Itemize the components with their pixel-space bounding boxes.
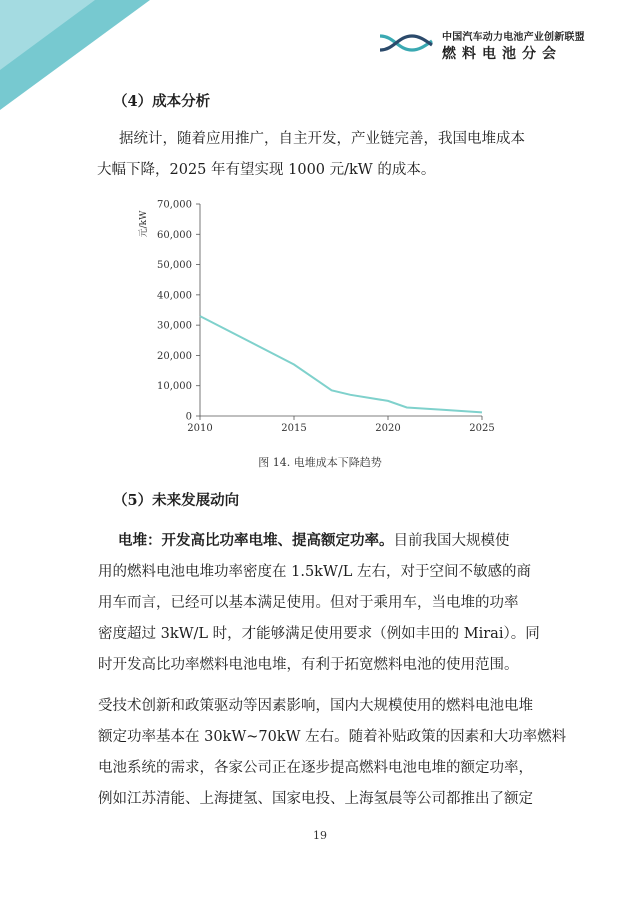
y-tick-label: 50,000: [157, 260, 192, 272]
paragraph-lead-rest: 目前我国大规模使: [393, 533, 510, 549]
y-axis-label: 元/kW: [139, 210, 149, 238]
paragraph-line: 密度超过 3kW/L 时，才能够满足使用要求（例如丰田的 Mirai）。同: [98, 626, 540, 642]
y-tick-label: 10,000: [157, 381, 192, 393]
paragraph-lead: 电堆：开发高比功率电堆、提高额定功率。: [118, 532, 394, 549]
org-name-line2: 燃料电池分会: [442, 46, 562, 62]
paragraph-line: 时开发高比功率燃料电池电堆，有利于拓宽燃料电池的使用范围。: [98, 657, 519, 673]
series-line-cost: [200, 316, 482, 412]
section5-heading: （5）未来发展动向: [113, 492, 240, 509]
x-axis-ticks: [187, 416, 494, 434]
y-tick-label: 70,000: [157, 199, 192, 211]
header-logo: [376, 26, 586, 62]
paragraph-line: 例如江苏清能、上海捷氢、国家电投、上海氢晨等公司都推出了额定: [98, 791, 533, 807]
org-name-line1: 中国汽车动力电池产业创新联盟: [442, 32, 585, 43]
paragraph-line: 大幅下降，2025 年有望实现 1000 元/kW 的成本。: [97, 162, 436, 178]
y-tick-label: 20,000: [157, 350, 192, 362]
section4-heading: （4）成本分析: [113, 93, 211, 110]
cost-trend-chart: [130, 196, 500, 440]
paragraph-line: 受技术创新和政策驱动等因素影响，国内大规模使用的燃料电池电堆: [98, 698, 533, 714]
alliance-logo-icon: [376, 28, 436, 58]
section5-paragraph2: [98, 691, 567, 815]
page-number: 19: [313, 829, 327, 842]
paragraph-line: [118, 525, 558, 557]
y-axis-ticks: [157, 200, 200, 423]
figure-caption: 图 14. 电堆成本下降趋势: [258, 456, 382, 469]
paragraph-line: 据统计，随着应用推广，自主开发，产业链完善，我国电堆成本: [119, 131, 525, 147]
y-tick-label: 30,000: [157, 320, 192, 332]
section5-paragraph1: [98, 525, 558, 681]
x-tick-label: 2010: [187, 423, 213, 434]
paragraph-line: 电池系统的需求，各家公司正在逐步提高燃料电池电堆的额定功率，: [98, 760, 533, 776]
paragraph-line: 用的燃料电池电堆功率密度在 1.5kW/L 左右，对于空间不敏感的商: [98, 564, 531, 580]
y-tick-label: 60,000: [157, 229, 192, 241]
y-tick-label: 40,000: [157, 290, 192, 302]
x-tick-label: 2025: [469, 423, 495, 434]
y-tick-label: 0: [185, 411, 192, 423]
paragraph-line: 用车而言，已经可以基本满足使用。但对于乘用车，当电堆的功率: [98, 595, 519, 611]
paragraph-line: 额定功率基本在 30kW~70kW 左右。随着补贴政策的因素和大功率燃料: [98, 729, 567, 745]
x-tick-label: 2020: [375, 423, 401, 434]
x-tick-label: 2015: [281, 423, 307, 434]
section4-paragraph: [97, 124, 539, 186]
